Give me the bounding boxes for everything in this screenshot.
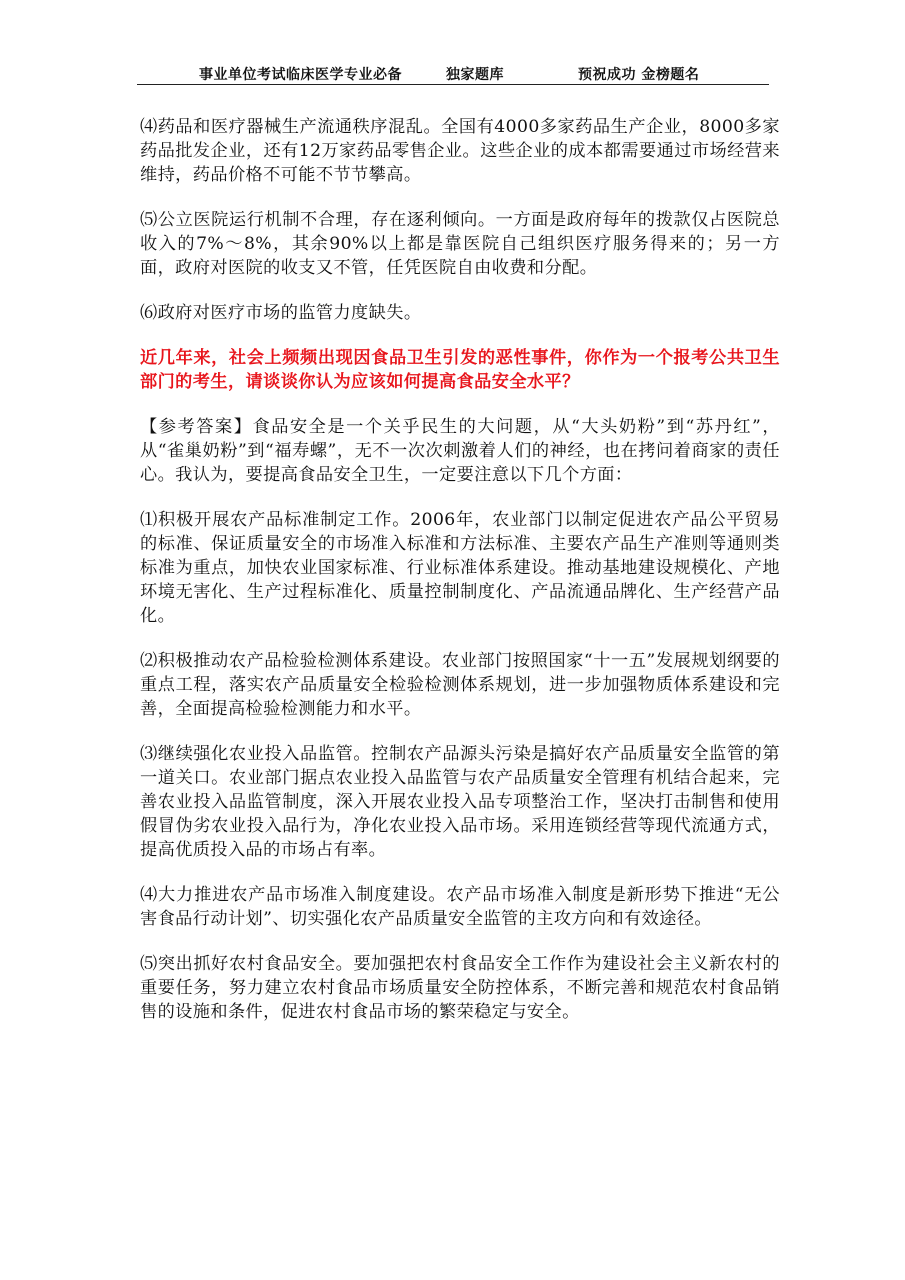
question-text: 近几年来，社会上频频出现因食品卫生引发的恶性事件，你作为一个报考公共卫生部门的考生，请谈谈你认为应该如何提高食品安全水平？ (140, 348, 780, 392)
document-body (140, 115, 780, 1024)
paragraph-item-6: ⑹政府对医疗市场的监管力度缺失。 (140, 303, 422, 323)
answer-item-5: ⑸突出抓好农村食品安全。要加强把农村食品安全工作作为建设社会主义新农村的重要任务，努力建立农村食品市场质量安全防控体系，不断完善和规范农村食品销售的设施和条件，促进农村食品市场的繁荣稳定与安全。 (140, 954, 780, 1022)
answer-item-2: ⑵积极推动农产品检验检测体系建设。农业部门按照国家“十一五”发展规划纲要的重点工程，落实农产品质量安全检验检测体系规划，进一步加强物质体系建设和完善，全面提高检验检测能力和水平。 (140, 651, 780, 719)
page-header (137, 62, 769, 85)
answer-item-1: ⑴积极开展农产品标准制定工作。2006年，农业部门以制定促进农产品公平贸易的标准、保证质量安全的市场准入标准和方法标准、主要农产品生产准则等通则类标准为重点，加快农业国家标准、行业标准体系建设。推动基地建设规模化、产地环境无害化、生产过程标准化、质量控制制度化、产品流通品牌化、生产经营产品化。 (140, 510, 780, 626)
header-left-text: 事业单位考试临床医学专业必备 (199, 67, 402, 83)
paragraph-item-4: ⑷药品和医疗器械生产流通秩序混乱。全国有4000多家药品生产企业，8000多家药品批发企业，还有12万家药品零售企业。这些企业的成本都需要通过市场经营来维持，药品价格不可能不节节攀高。 (140, 117, 780, 185)
paragraph-item-5: ⑸公立医院运行机制不合理，存在逐利倾向。一方面是政府每年的拨款仅占医院总收入的7%～8%，其余90%以上都是靠医院自己组织医疗服务得来的；另一方面，政府对医院的收支又不管，任凭医院自由收费和分配。 (140, 210, 780, 278)
header-right-text: 预祝成功 金榜题名 (578, 67, 700, 83)
answer-item-3: ⑶继续强化农业投入品监管。控制农产品源头污染是搞好农产品质量安全监管的第一道关口。农业部门据点农业投入品监管与农产品质量安全管理有机结合起来，完善农业投入品监管制度，深入开展农业投入品专项整治工作，坚决打击制售和使用假冒伪劣农业投入品行为，净化农业投入品市场。采用连锁经营等现代流通方式，提高优质投入品的市场占有率。 (140, 744, 780, 860)
header-center-text: 独家题库 (446, 67, 504, 83)
answer-intro: 【参考答案】食品安全是一个关乎民生的大问题，从“大头奶粉”到“苏丹红”，从“雀巢奶粉”到“福寿螺”，无不一次次刺激着人们的神经，也在拷问着商家的责任心。我认为，要提高食品安全卫生，一定要注意以下几个方面： (140, 417, 780, 485)
answer-item-4: ⑷大力推进农产品市场准入制度建设。农产品市场准入制度是新形势下推进“无公害食品行动计划”、切实强化农产品质量安全监管的主攻方向和有效途径。 (140, 885, 780, 929)
